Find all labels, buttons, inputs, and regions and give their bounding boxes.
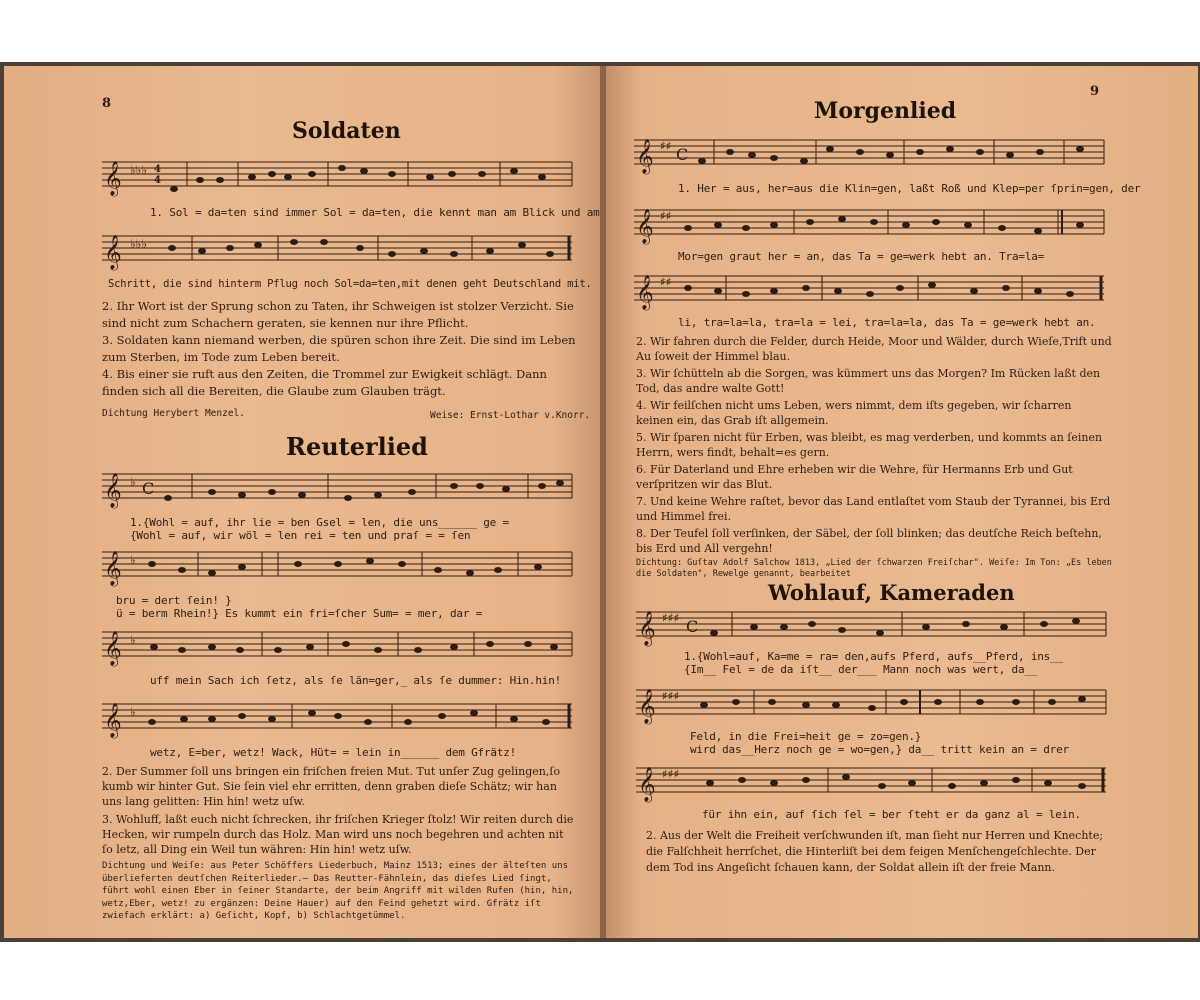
reuterlied-lyric-1a: 1.{Wohl = auf, ihr lie = ben Gsel = len, die uns______ ge = (130, 516, 509, 529)
svg-text:♯♯: ♯♯ (660, 209, 672, 223)
soldaten-verse-4: 4. Bis einer sie ruft aus den Zeiten, die Trommel zur Ewigkeit schlägt. Dann finden sich all die Bereiten, die Glaube zum Glauben trägt. (102, 367, 547, 398)
morgenlied-verse-6: 6. Für Daterland und Ehre erheben wir die Wehre, für Hermanns Erb und Gut verſpritzen wir das Blut. (636, 463, 1073, 491)
svg-text:♯♯♯: ♯♯♯ (662, 767, 680, 781)
soldaten-lyric-line-1: 1. Sol = da=ten sind immer Sol = da=ten, die kennt man am Blick und am (150, 206, 600, 219)
svg-text:C: C (142, 479, 155, 498)
reuterlied-staff-4 (102, 694, 578, 742)
svg-text:𝄞: 𝄞 (636, 139, 654, 174)
svg-text:♯♯♯: ♯♯♯ (662, 611, 680, 625)
wohlauf-lyric-2b: wird das__Herz noch ge = wo=gen,} da__ tritt kein an = drer (690, 743, 1069, 756)
wohlauf-staff-1 (636, 602, 1112, 650)
svg-text:4: 4 (154, 164, 161, 175)
svg-text:𝄞: 𝄞 (104, 161, 122, 196)
right-page (606, 66, 1198, 938)
morgenlied-verse-2: 2. Wir fahren durch die Felder, durch Heide, Moor und Wälder, durch Wieſe,Trift und Au ſoweit der Himmel blau. (636, 335, 1112, 363)
svg-text:4: 4 (154, 175, 161, 186)
morgenlied-lyric-1: 1. Her = aus, her=aus die Klin=gen, laßt Roß und Klep=per ſprin=gen, der (678, 182, 1141, 195)
reuterlied-verse-3: 3. Wohluff, laßt euch nicht ſchrecken, ihr friſchen Krieger ſtolz! Wir reiten durch die Hecken, wir rumpeln durch das Holz. Man wird uns noch begehren und achten nit ſo letz, all Ding ein Weil tun währen: Hin hin! wetz uſw. (102, 813, 574, 856)
svg-text:C: C (686, 617, 699, 636)
svg-text:𝄞: 𝄞 (636, 209, 654, 244)
morgenlied-staff-1 (634, 130, 1110, 178)
svg-text:♯♯: ♯♯ (660, 139, 672, 153)
wohlauf-title: Wohlauf, Kameraden (768, 580, 1015, 605)
reuterlied-lyric-1b: {Wohl = auf, wir wöl = len rei = ten und praſ = = ſen (130, 529, 471, 542)
morgenlied-verse-4: 4. Wir feilſchen nicht ums Leben, wers nimmt, dem iſts gegeben, wir ſcharren keinen ein, das Grab iſt allgemein. (636, 399, 1072, 427)
soldaten-lyric-line-2: Schritt, die sind hinterm Pflug noch Sol=da=ten,mit denen geht Deutschland mit. (108, 278, 592, 290)
page-number-right: 9 (1090, 84, 1100, 99)
svg-text:𝄞: 𝄞 (104, 631, 122, 666)
wohlauf-lyric-1b: {Im__ Fel = de da iſt__ der___ Mann noch was wert, da__ (684, 663, 1038, 676)
morgenlied-verse-5: 5. Wir ſparen nicht für Erben, was bleibt, es mag verderben, und kommts an ſeinen Herrn, wers findt, behalt=es gern. (636, 431, 1103, 459)
reuterlied-staff-1 (102, 464, 578, 512)
svg-text:♭♭♭: ♭♭♭ (130, 237, 147, 251)
svg-text:𝄞: 𝄞 (636, 275, 654, 310)
reuterlied-lyric-2a: bru = dert ſein! } (116, 594, 232, 607)
svg-text:♯♯♯: ♯♯♯ (662, 689, 680, 703)
morgenlied-staff-2 (634, 200, 1110, 248)
morgenlied-verse-7: 7. Und keine Wehre raſtet, bevor das Land entlaſtet vom Staub der Tyrannei, bis Erd und Himmel frei. (636, 495, 1111, 523)
svg-text:♯♯: ♯♯ (660, 275, 672, 289)
morgenlied-verse-3: 3. Wir ſchütteln ab die Sorgen, was kümmert uns das Morgen? Im Rücken laßt den Tod, das andre walte Gott! (636, 367, 1101, 395)
svg-text:𝄞: 𝄞 (638, 689, 656, 724)
reuterlied-lyric-3: uff mein Sach ich ſetz, als ſe län=ger,_ als ſe dummer: Hin.hin! (150, 674, 562, 687)
morgenlied-lyric-3: li, tra=la=la, tra=la = lei, tra=la=la, das Ta = ge=werk hebt an. (678, 316, 1096, 329)
svg-text:𝄞: 𝄞 (104, 235, 122, 270)
soldaten-verse-3: 3. Soldaten kann niemand werben, die spüren schon ihre Zeit. Die sind im Leben zum Sterben, im Tode zum Leben bereit. (102, 333, 576, 364)
svg-text:𝄞: 𝄞 (104, 703, 122, 738)
svg-text:𝄞: 𝄞 (638, 767, 656, 802)
soldaten-staff-2 (102, 226, 578, 274)
morgenlied-verse-8: 8. Der Teufel ſoll verſinken, der Säbel, der ſoll blinken; das deutſche Reich beſtehn, bis Erd und All vergehn! (636, 527, 1102, 555)
reuterlied-title: Reuterlied (286, 432, 428, 461)
wohlauf-lyric-1a: 1.{Wohl=auf, Ka=me = ra= den,aufs Pferd, aufs__Pferd, ins__ (684, 650, 1063, 663)
svg-text:𝄞: 𝄞 (104, 551, 122, 586)
reuterlied-lyric-2b: ü = berm Rhein!} Es kummt ein fri=ſcher Sum= = mer, dar = (116, 607, 483, 620)
left-page (4, 66, 602, 938)
wohlauf-staff-3 (636, 758, 1112, 806)
soldaten-title: Soldaten (292, 118, 401, 144)
svg-text:♭: ♭ (130, 553, 136, 567)
svg-text:♭: ♭ (130, 633, 136, 647)
wohlauf-verse-2: 2. Aus der Welt die Freiheit verſchwunden iſt, man ſieht nur Herren und Knechte; die Falſchheit herrſchet, die Hinterliſt bei dem feigen Menſchengeſchlechte. Der dem Tod ins Angeſicht ſchauen kann, der Soldat allein iſt der freie Mann. (646, 829, 1104, 874)
morgenlied-lyric-2: Mor=gen graut her = an, das Ta = ge=werk hebt an. Tra=la= (678, 250, 1045, 263)
morgenlied-credit: Dichtung: Guſtav Adolf Salchow 1813, „Lied der ſchwarzen Freiſchar". Weiſe: Im Ton: „Es leben die Soldaten", Rewelge genannt, bearbeitet (636, 558, 1112, 579)
svg-text:C: C (676, 145, 689, 164)
soldaten-credit-music: Weise: Ernst-Lothar v.Knorr. (430, 410, 591, 421)
svg-text:𝄞: 𝄞 (638, 611, 656, 646)
reuterlied-staff-3 (102, 622, 578, 670)
soldaten-staff-1 (102, 152, 578, 200)
wohlauf-lyric-3: für ihn ein, auf ſich ſel = ber ſteht er da ganz al = lein. (702, 808, 1081, 821)
wohlauf-lyric-2a: Feld, in die Frei=heit ge = zo=gen.} (690, 730, 922, 743)
reuterlied-verse-2: 2. Der Summer ſoll uns bringen ein friſchen freien Mut. Tut unſer Zug gelingen,ſo kumb wir hinter Gut. Sie ſein viel ehr erritten, denn graben dieſe Schätz; wir han uns lang gelitten: Hin hin! wetz uſw. (102, 765, 561, 808)
soldaten-verse-2: 2. Ihr Wort ist der Sprung schon zu Taten, ihr Schweigen ist stolzer Verzicht. Sie sind nicht zum Schachern geraten, sie kennen nur ihre Pflicht. (102, 299, 574, 330)
svg-text:𝄞: 𝄞 (104, 473, 122, 508)
reuterlied-lyric-4: wetz, E=ber, wetz! Wack, Hüt= = lein in______ dem Gfrätz! (150, 746, 517, 759)
svg-text:♭♭♭: ♭♭♭ (130, 163, 147, 177)
reuterlied-staff-2 (102, 542, 578, 590)
soldaten-credit-text: Dichtung Herybert Menzel. (102, 408, 245, 419)
morgenlied-staff-3 (634, 266, 1110, 314)
svg-text:♭: ♭ (130, 705, 136, 719)
reuterlied-footnote: Dichtung und Weiſe: aus Peter Schöffers Liederbuch, Mainz 1513; eines der älteſten uns überlieferten deutſchen Reiterlieder.– Das Reutter-Fähnlein, das dieſes Lied ſingt, führt wohl einen Eber in ſeiner Standarte, der beim Angriff mit wilden Rufen (hin, hin, wetz,Eber, wetz! zu ergänzen: Deine Hauer) auf den Feind gehetzt wird. Gfrätz iſt zwiefach erklärt: a) Geſicht, Kopf, b) Schlachtgetümmel. (102, 861, 574, 921)
page-number-left: 8 (102, 96, 112, 111)
wohlauf-staff-2 (636, 680, 1112, 728)
morgenlied-title: Morgenlied (814, 98, 957, 124)
svg-text:♭: ♭ (130, 475, 136, 489)
